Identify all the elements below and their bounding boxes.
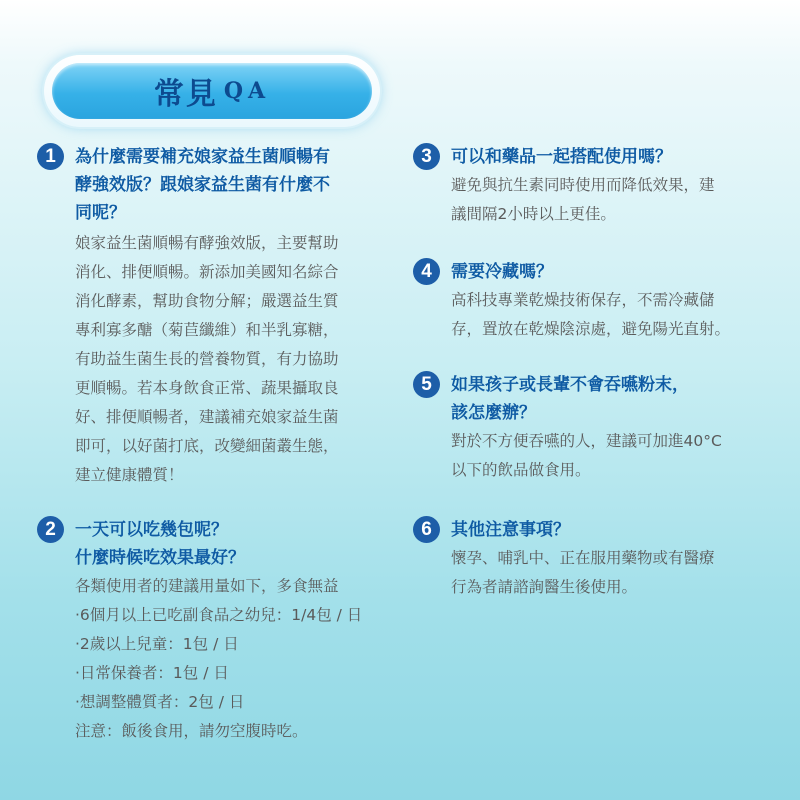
question-number-badge: 4	[413, 258, 440, 285]
answer-line: 懷孕、哺乳中、正在服用藥物或有醫療	[451, 549, 715, 567]
answer-line: 行為者請諮詢醫生後使用。	[451, 578, 638, 596]
question-line: 其他注意事項？	[451, 520, 570, 540]
question-number-badge: 1	[37, 143, 64, 170]
question-number-badge: 3	[413, 143, 440, 170]
answer-line: 好、排便順暢者，建議補充娘家益生菌	[75, 408, 339, 426]
answer-line: 對於不方便吞嚥的人，建議可加進40°C	[451, 432, 722, 450]
answer-line: ·6個月以上已吃副食品之幼兒：1/4包 / 日	[75, 606, 363, 624]
question-text	[451, 371, 689, 427]
answer-line: 以下的飲品做食用。	[451, 461, 591, 479]
answer-line: 消化、排便順暢。新添加美國知名綜合	[75, 263, 339, 281]
answer-text	[451, 427, 722, 485]
answer-line: ·日常保養者：1包 / 日	[75, 664, 229, 682]
question-line: 一天可以吃幾包呢？	[75, 520, 228, 540]
question-number-badge: 2	[37, 516, 64, 543]
question-line: 為什麼需要補充娘家益生菌順暢有	[75, 147, 330, 167]
question-line: 同呢？	[75, 203, 126, 223]
answer-line: 高科技專業乾燥技術保存，不需冷藏儲	[451, 291, 715, 309]
answer-line: 各類使用者的建議用量如下，多食無益	[75, 577, 339, 595]
answer-line: 避免與抗生素同時使用而降低效果，建	[451, 176, 715, 194]
answer-text	[75, 229, 339, 490]
answer-line: 娘家益生菌順暢有酵強效版，主要幫助	[75, 234, 339, 252]
answer-text	[451, 286, 730, 344]
question-line: 可以和藥品一起搭配使用嗎？	[451, 147, 672, 167]
question-line: 該怎麼辦？	[451, 403, 536, 423]
answer-line: ·想調整體質者：2包 / 日	[75, 693, 245, 711]
page-title: 常見	[153, 77, 218, 112]
question-text	[451, 516, 570, 544]
answer-line: 存，置放在乾燥陰涼處，避免陽光直射。	[451, 320, 731, 338]
answer-line: ·2歲以上兒童：1包 / 日	[75, 635, 239, 653]
answer-text	[75, 572, 362, 746]
question-number-badge: 5	[413, 371, 440, 398]
question-line: 如果孩子或長輩不會吞嚥粉末，	[451, 375, 689, 395]
page-title-suffix: QA	[223, 78, 271, 104]
answer-line: 注意：飯後食用，請勿空腹時吃。	[75, 722, 308, 740]
answer-line: 議間隔2小時以上更佳。	[451, 205, 616, 223]
question-text	[75, 143, 330, 227]
question-text	[75, 516, 245, 572]
answer-line: 有助益生菌生長的營養物質，有力協助	[75, 350, 339, 368]
answer-line: 即可，以好菌打底，改變細菌叢生態，	[75, 437, 339, 455]
answer-text	[451, 544, 715, 602]
title-banner-inner	[52, 63, 372, 119]
question-line: 需要冷藏嗎？	[451, 262, 553, 282]
question-text	[451, 143, 672, 171]
title-banner	[44, 55, 380, 127]
answer-line: 消化酵素，幫助食物分解；嚴選益生質	[75, 292, 339, 310]
question-line: 什麼時候吃效果最好？	[75, 548, 245, 568]
answer-line: 更順暢。若本身飲食正常、蔬果攝取良	[75, 379, 339, 397]
answer-line: 建立健康體質！	[75, 466, 184, 484]
question-text	[451, 258, 553, 286]
question-line: 酵強效版？跟娘家益生菌有什麼不	[75, 175, 330, 195]
question-number-badge: 6	[413, 516, 440, 543]
answer-text	[451, 171, 715, 229]
answer-line: 專利寡多醣（菊苣纖維）和半乳寡糖，	[75, 321, 339, 339]
